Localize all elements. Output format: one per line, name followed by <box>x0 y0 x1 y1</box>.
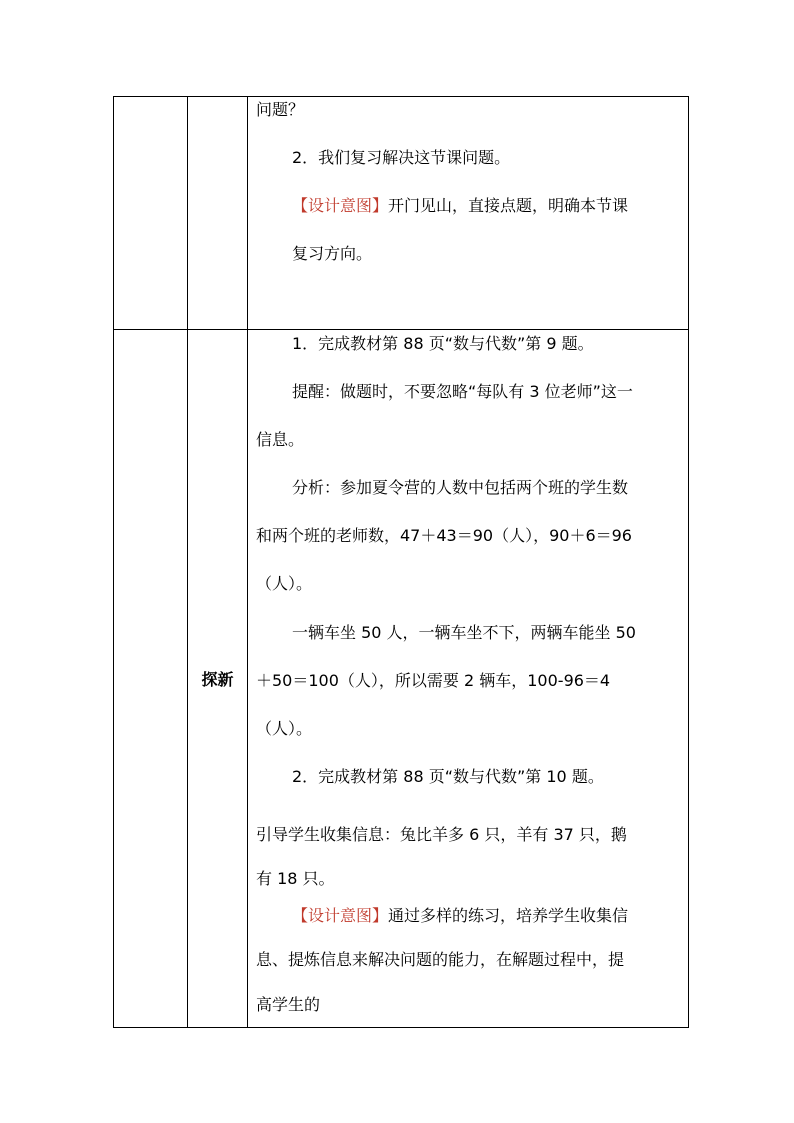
lesson-plan-table <box>113 96 689 1028</box>
text-line: 一辆车坐 50 人，一辆车坐不下，两辆车能坐 50 <box>292 623 636 642</box>
design-intent-text: 通过多样的练习，培养学生收集信 <box>388 906 629 925</box>
design-intent-line <box>292 906 682 926</box>
text-line: （人）。 <box>256 574 313 593</box>
design-intent-tag: 【设计意图】 <box>292 906 389 925</box>
content-cell <box>248 330 689 1028</box>
table-row-intro <box>114 97 689 330</box>
design-intent-line <box>292 196 682 216</box>
text-line: 问题？ <box>256 100 305 119</box>
design-intent-tag: 【设计意图】 <box>292 196 389 215</box>
section-label-cell <box>188 330 248 1028</box>
text-line: （人）。 <box>256 719 313 738</box>
text-line: 复习方向。 <box>292 244 373 263</box>
text-line: 有 18 只。 <box>256 869 335 888</box>
text-line: 引导学生收集信息：兔比羊多 6 只，羊有 37 只，鹅 <box>256 825 627 844</box>
stage-column-cell <box>114 97 188 330</box>
design-intent-text: 开门见山，直接点题，明确本节课 <box>388 196 629 215</box>
text-line: 1．完成教材第 88 页“数与代数”第 9 题。 <box>292 334 594 353</box>
text-line: 和两个班的老师数，47＋43＝90（人），90＋6＝96 <box>256 526 632 545</box>
text-line: 提醒：做题时，不要忽略“每队有 3 位老师”这一 <box>292 382 633 401</box>
section-label: 探新 <box>201 670 234 689</box>
content-cell <box>248 97 689 330</box>
text-line: 2．我们复习解决这节课问题。 <box>292 148 511 167</box>
text-line: ＋50＝100（人），所以需要 2 辆车，100-96＝4 <box>256 671 611 690</box>
text-line: 高学生的 <box>256 995 321 1014</box>
text-line: 分析：参加夏令营的人数中包括两个班的学生数 <box>292 478 629 497</box>
section-label-cell <box>188 97 248 330</box>
text-line: 信息。 <box>256 430 305 449</box>
table-row-explore <box>114 330 689 1028</box>
text-line: 息、提炼信息来解决问题的能力，在解题过程中，提 <box>256 950 625 969</box>
text-line: 2．完成教材第 88 页“数与代数”第 10 题。 <box>292 767 604 786</box>
stage-column-cell <box>114 330 188 1028</box>
